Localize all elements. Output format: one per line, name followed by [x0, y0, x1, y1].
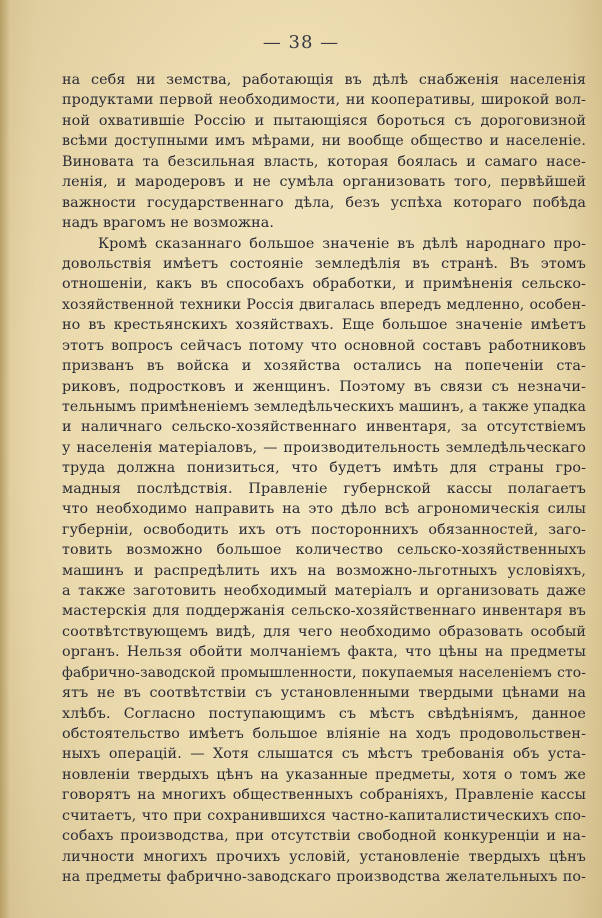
text-line: личности многихъ прочихъ условій, установленіе твердыхъ цѣнъ: [62, 848, 586, 865]
text-line: товить возможно большое количество сельско-хозяйственныхъ: [62, 542, 586, 559]
paragraph-1: [62, 70, 586, 234]
text-line: риковъ, подростковъ и женщинъ. Поэтому въ связи съ незначи-: [62, 378, 586, 395]
text-line: ленія, и мародеровъ и не сумѣла организовать того, первѣйшей: [62, 174, 586, 191]
text-line: машинъ и распредѣлить ихъ на возможно-льготныхъ условіяхъ,: [62, 562, 586, 579]
text-line: мадныя послѣдствія. Правленіе губернской кассы полагаетъ: [62, 480, 586, 497]
text-line: у населенія матеріаловъ, — производительность земледѣльческаго: [62, 439, 586, 456]
text-line: мастерскія для поддержанія сельско-хозяйственнаго инвентаря въ: [62, 603, 586, 620]
text-line: ныхъ операцій. — Хотя слышатся съ мѣстъ требованія объ уста-: [62, 746, 586, 763]
text-line: что необходимо направить на это дѣло всѣ агрономическія силы: [62, 501, 586, 518]
text-line: хозяйственной техники Россія двигалась впередъ медленно, особен-: [62, 296, 586, 313]
paragraph-2: [62, 234, 586, 888]
text-line: на себя ни земства, работающія въ дѣлѣ снабженія населенія: [62, 72, 586, 88]
text-line: продуктами первой необходимости, ни кооперативы, широкой вол-: [62, 92, 586, 109]
text-line: призванъ въ войска и хозяйства остались на попеченіи ста-: [62, 358, 586, 375]
text-line: надъ врагомъ не возможна.: [62, 215, 275, 232]
text-line: органъ. Нельзя обойти молчаніемъ факта, что цѣны на предметы: [62, 644, 586, 661]
text-line: а также заготовить необходимый матеріалъ и организовать даже: [62, 582, 586, 599]
text-line: этотъ вопросъ сейчасъ потому что основной составъ работниковъ: [62, 337, 586, 354]
text-line: новленіи твердыхъ цѣнъ на указанные предметы, хотя о томъ же: [62, 766, 586, 783]
text-line: важности государственнаго дѣла, безъ успѣха котораго побѣда: [62, 194, 586, 211]
text-line: ятъ не въ соотвѣтствіи съ установленными твердыми цѣнами на: [62, 685, 586, 702]
text-line: собахъ производства, при отсутствіи свободной конкуренціи и на-: [62, 828, 586, 845]
text-line: Кромѣ сказаннаго большое значеніе въ дѣлѣ народнаго про-: [98, 235, 586, 252]
text-line: губерніи, освободить ихъ отъ постороннихъ обязанностей, заго-: [62, 521, 586, 538]
text-line: Виновата та безсильная власть, которая боялась и самаго насе-: [62, 153, 586, 170]
page-number: — 38 —: [262, 32, 340, 53]
text-line: соотвѣтствующемъ видѣ, для чего необходимо образовать особый: [62, 623, 586, 640]
text-line: говорятъ на многихъ общественныхъ собраніяхъ, Правленіе кассы: [62, 787, 586, 804]
text-line: хлѣбъ. Согласно поступающимъ съ мѣстъ свѣдѣніямъ, данное: [62, 705, 586, 722]
text-line: на предметы фабрично-заводскаго производства желательныхъ по-: [62, 869, 586, 886]
text-line: ной охватившіе Россію и пытающіяся бороться съ дороговизной: [62, 112, 586, 129]
text-line: обстоятельство имѣетъ большое вліяніе на ходъ продовольствен-: [62, 726, 586, 742]
text-body: [62, 70, 586, 888]
text-line: тельнымъ примѣненіемъ земледѣльческихъ машинъ, а также упадка: [62, 399, 586, 415]
text-line: труда должна понизиться, что будетъ имѣть для страны гро-: [62, 460, 586, 477]
text-line: но въ крестьянскихъ хозяйствахъ. Еще большое значеніе имѣетъ: [62, 317, 586, 334]
text-line: фабрично-заводской промышленности, покупаемыя населеніемъ сто-: [62, 664, 586, 681]
text-line: и наличнаго сельско-хозяйственнаго инвентаря, за отсутствіемъ: [62, 419, 586, 436]
text-line: считаетъ, что при сохранившихся частно-капиталистическихъ спо-: [62, 807, 586, 824]
text-line: довольствія имѣетъ состояніе земледѣлія въ странѣ. Въ этомъ: [62, 255, 586, 272]
text-line: всѣми доступными имъ мѣрами, ни вообще общество и населеніе.: [62, 133, 586, 150]
text-line: отношеніи, какъ въ способахъ обработки, и примѣненія сельско-: [62, 276, 586, 293]
